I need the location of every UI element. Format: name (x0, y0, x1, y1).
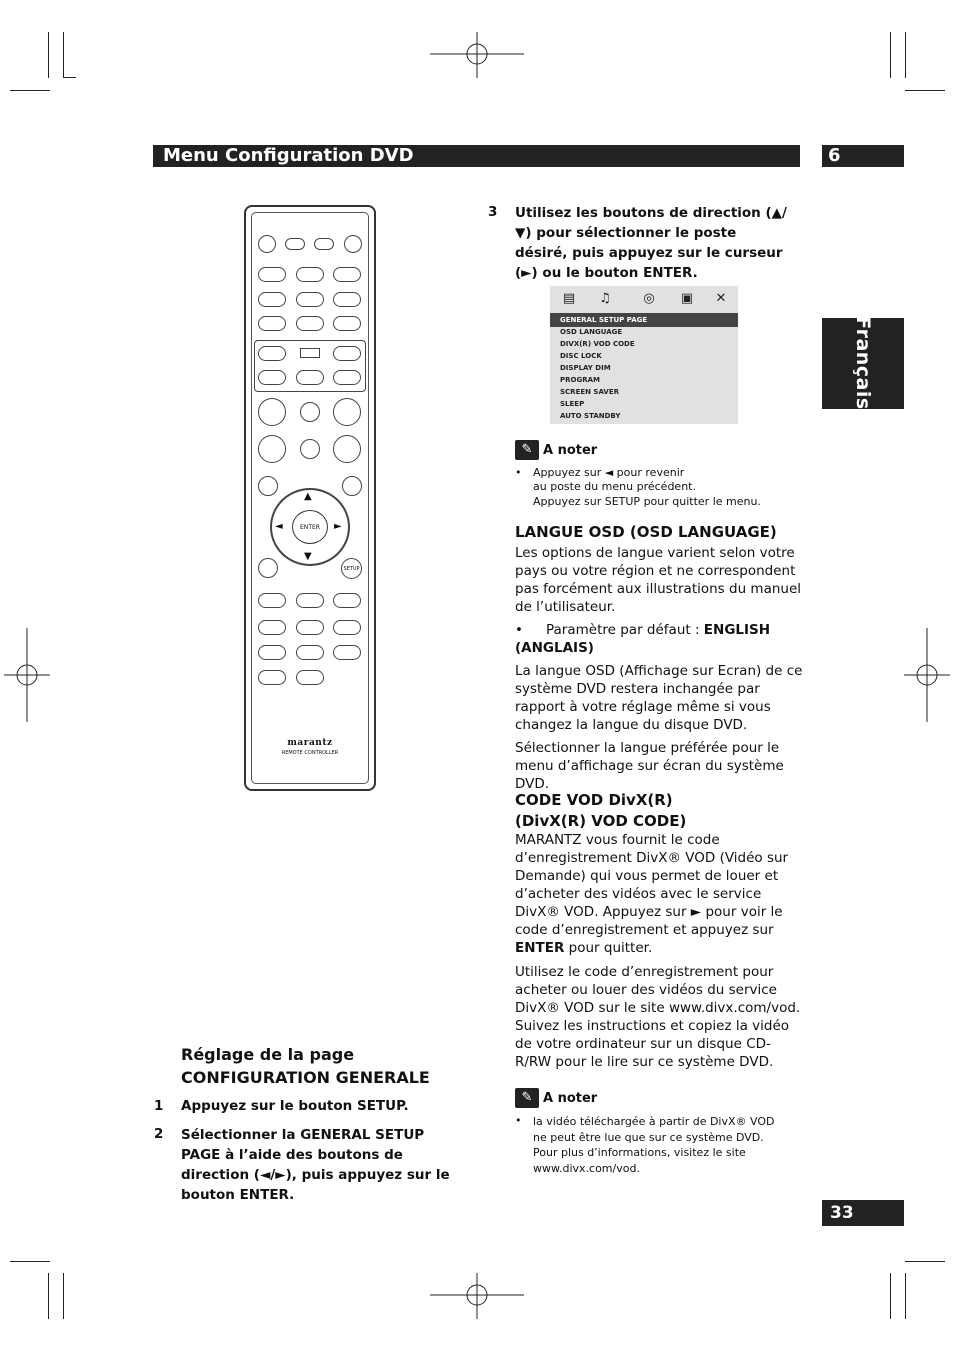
remote-button (258, 435, 286, 463)
remote-button (342, 476, 362, 496)
remote-button (296, 292, 324, 307)
enter-button: ENTER (292, 510, 328, 544)
registration-mark (4, 628, 50, 722)
remote-button (258, 476, 278, 496)
remote-button (333, 398, 361, 426)
page-number: 33 (822, 1200, 904, 1226)
crop-mark (10, 1261, 50, 1262)
remote-button (296, 370, 324, 385)
registration-mark (430, 32, 524, 78)
language-tab (822, 318, 904, 409)
right-arrow-icon: ► (334, 521, 342, 532)
bullet: • (515, 622, 523, 638)
language-tab-label: Français (852, 316, 874, 410)
osd-item: DISC LOCK (560, 352, 602, 360)
remote-button (258, 346, 286, 361)
crop-mark (905, 1273, 906, 1319)
remote-button (344, 235, 362, 253)
note-icon: ✎ (515, 440, 539, 460)
crop-mark (63, 1273, 64, 1319)
remote-button (258, 558, 278, 578)
remote-button (333, 346, 361, 361)
step-text: Sélectionner la GENERAL SETUP PAGE à l’aide des boutons de direction (◄/►), puis appuyez sur le bouton ENTER. (181, 1127, 450, 1203)
note-text: la vidéo téléchargée à partir de DivX® VOD ne peut être lue que sur ce système DVD. Pour plus d’informations, visitez le site www.divx.com/vod. (533, 1115, 775, 1175)
crop-mark (48, 1273, 49, 1319)
up-arrow-icon: ▲ (304, 491, 312, 502)
default-setting (515, 621, 785, 657)
audio-icon: ♫ (599, 291, 611, 306)
crop-mark (890, 1273, 891, 1319)
crop-mark (63, 77, 76, 78)
video-icon: ▣ (680, 291, 694, 306)
remote-button (333, 267, 361, 282)
remote-button (300, 402, 320, 422)
general-icon: ▤ (562, 291, 576, 306)
note-line: Appuyez sur SETUP pour quitter le menu. (533, 495, 761, 508)
remote-button (258, 620, 286, 635)
default-value: ENGLISH (ANGLAIS) (515, 622, 771, 656)
paragraph: Sélectionner la langue préférée pour le menu d’affichage sur écran du système DVD. (515, 740, 784, 792)
section-heading: LANGUE OSD (OSD LANGUAGE) (515, 523, 777, 541)
paragraph (515, 831, 805, 957)
remote-button (258, 670, 286, 685)
remote-button (333, 593, 361, 608)
down-arrow-icon: ▼ (304, 551, 312, 562)
page-title: Menu Configuration DVD (153, 145, 800, 167)
remote-button (258, 292, 286, 307)
step-text: Appuyez sur le bouton SETUP. (181, 1098, 409, 1114)
step-text: Utilisez les boutons de direction (▲/▼) pour sélectionner le poste désiré, puis appuyez sur le curseur (►) ou le bouton ENTER. (515, 205, 787, 281)
remote-subtitle: REMOTE CONTROLLER (281, 750, 339, 756)
osd-item: DISPLAY DIM (560, 364, 611, 372)
paragraph-text: MARANTZ vous fournit le code d’enregistrement DivX® VOD (Vidéo sur Demande) qui vous permet de louer et d’acheter des vidéos avec le service DivX® VOD. Appuyez sur ► pour voir le code d’enregistrement et appuyez sur (515, 832, 789, 938)
remote-button (300, 439, 320, 459)
remote-button (258, 370, 286, 385)
remote-button (296, 670, 324, 685)
crop-mark (890, 32, 891, 78)
bullet: • (515, 1114, 522, 1127)
osd-item: AUTO STANDBY (560, 412, 621, 420)
osd-item: SLEEP (560, 400, 585, 408)
remote-button (258, 235, 276, 253)
section-heading: (DivX(R) VOD CODE) (515, 812, 687, 830)
osd-item: PROGRAM (560, 376, 600, 384)
crop-mark (63, 32, 64, 78)
remote-button (333, 316, 361, 331)
crop-mark (48, 32, 49, 78)
setup-button: SETUP (341, 558, 362, 579)
paragraph-text: pour quitter. (564, 940, 653, 956)
note-line: Appuyez sur ◄ pour revenir (533, 466, 685, 479)
crop-mark (905, 32, 906, 78)
chapter-number: 6 (822, 145, 904, 167)
osd-item: SCREEN SAVER (560, 388, 620, 396)
remote-button (296, 645, 324, 660)
remote-button (296, 620, 324, 635)
osd-icon-bar (550, 286, 738, 312)
osd-menu-screenshot (550, 286, 738, 424)
note-title: A noter (543, 1091, 598, 1106)
remote-button (258, 398, 286, 426)
step-number: 3 (488, 204, 498, 220)
remote-button (333, 620, 361, 635)
preference-icon: ✕ (715, 291, 727, 306)
registration-mark (904, 628, 950, 722)
note-title: A noter (543, 443, 598, 458)
brand-logo: marantz (287, 738, 333, 748)
paragraph: Les options de langue varient selon votre pays ou votre région et ne correspondent pas forcément aux illustrations du manuel de l’utilisateur. (515, 545, 802, 615)
section-heading: Réglage de la page CONFIGURATION GENERALE (181, 1045, 430, 1087)
bullet: • (515, 466, 522, 479)
remote-button (333, 292, 361, 307)
remote-button (285, 238, 305, 250)
remote-button (333, 435, 361, 463)
osd-item: DIVX(R) VOD CODE (560, 340, 635, 348)
remote-button (258, 645, 286, 660)
left-arrow-icon: ◄ (275, 521, 283, 532)
remote-button (333, 645, 361, 660)
registration-mark (430, 1273, 524, 1319)
remote-button (296, 593, 324, 608)
default-label: Paramètre par défaut : (546, 622, 704, 638)
note-line: au poste du menu précédent. (533, 480, 696, 493)
osd-header: GENERAL SETUP PAGE (550, 313, 738, 327)
section-heading: CODE VOD DivX(R) (515, 791, 673, 809)
remote-button (296, 267, 324, 282)
step-number: 1 (154, 1098, 164, 1114)
osd-item: OSD LANGUAGE (560, 328, 623, 336)
remote-button (296, 316, 324, 331)
paragraph: La langue OSD (Affichage sur Ecran) de ce système DVD restera inchangée par rapport à votre réglage même si vous changez la langue du disque DVD. (515, 663, 803, 733)
remote-button (258, 267, 286, 282)
remote-button (314, 238, 334, 250)
remote-button (300, 348, 320, 358)
note-icon: ✎ (515, 1088, 539, 1108)
crop-mark (905, 1261, 945, 1262)
step-number: 2 (154, 1126, 164, 1142)
dolby-icon: ◎ (643, 291, 655, 306)
crop-mark (10, 90, 50, 91)
remote-button (333, 370, 361, 385)
remote-button (258, 593, 286, 608)
enter-keyword: ENTER (515, 940, 565, 956)
paragraph: Utilisez le code d’enregistrement pour acheter ou louer des vidéos du service DivX® VOD sur le site www.divx.com/vod. Suivez les instructions et copiez la vidéo de votre ordinateur sur un disque CD-R/RW pour le lire sur ce système DVD. (515, 964, 801, 1070)
remote-button (258, 316, 286, 331)
crop-mark (905, 90, 945, 91)
